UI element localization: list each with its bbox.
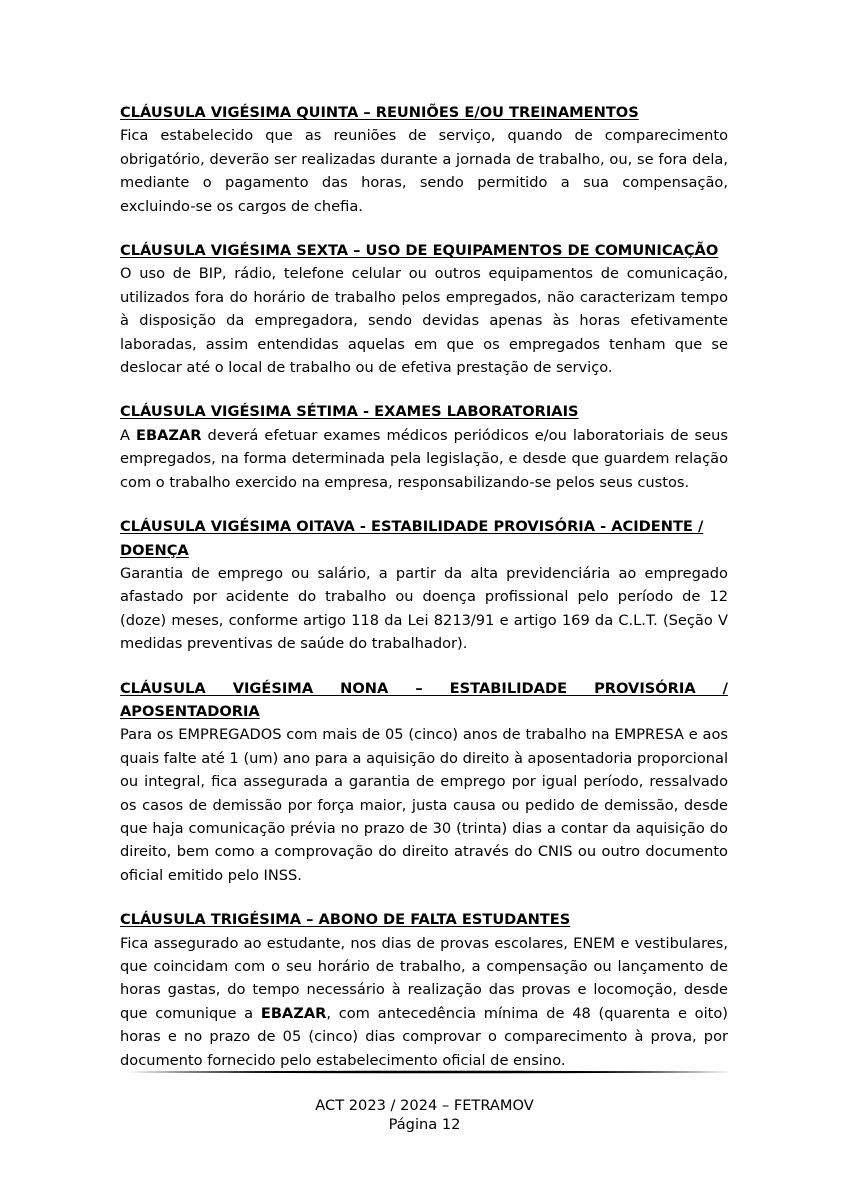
- clause-26: [120, 239, 728, 379]
- page-footer: [0, 1096, 849, 1134]
- clause-title: CLÁUSULA VIGÉSIMA SÉTIMA - EXAMES LABORATORIAIS: [120, 403, 579, 421]
- clause-27: [120, 400, 728, 494]
- clause-text: O uso de BIP, rádio, telefone celular ou outros equipamentos de comunicação, utilizados fora do horário de trabalho pelos empregados, não caracterizam tempo à disposição da empregadora, sendo devidas apenas às horas efetivamente laboradas, assim entendidas aquelas em que os empregados tenham que se deslocar até o local de trabalho ou de efetiva prestação de serviço.: [120, 265, 728, 377]
- footer-document-title: ACT 2023 / 2024 – FETRAMOV: [315, 1097, 534, 1114]
- clause-28: [120, 515, 728, 655]
- clause-29: [120, 677, 728, 888]
- clause-text: Garantia de emprego ou salário, a partir da alta previdenciária ao empregado afastado por acidente do trabalho ou doença profissional pelo período de 12 (doze) meses, conforme artigo 118 da Lei 8213/91 e artigo 169 da C.L.T. (Seção V medidas preventivas de saúde do trabalhador).: [120, 564, 728, 653]
- clause-title: CLÁUSULA VIGÉSIMA SEXTA – USO DE EQUIPAMENTOS DE COMUNICAÇÃO: [120, 242, 719, 260]
- clause-30: [120, 908, 728, 1072]
- clause-title-continued: APOSENTADORIA: [120, 702, 260, 720]
- clause-text: A EBAZAR deverá efetuar exames médicos periódicos e/ou laboratoriais de seus empregados, na forma determinada pela legislação, e desde que guardem relação com o trabalho exercido na empresa, responsabilizando-se pelos seus custos.: [120, 426, 728, 491]
- company-name: EBAZAR: [260, 1004, 327, 1022]
- company-name: EBAZAR: [136, 426, 202, 444]
- clause-title: CLÁUSULA TRIGÉSIMA – ABONO DE FALTA ESTUDANTES: [120, 911, 571, 929]
- clause-text: Fica assegurado ao estudante, nos dias de provas escolares, ENEM e vestibulares, que coincidam com o seu horário de trabalho, a compensação ou lançamento de horas gastas, do tempo necessário à realização das provas e locomoção, desde que comunique a EBAZAR, com antecedência mínima de 48 (quarenta e oito) horas e no prazo de 05 (cinco) dias comprovar o comparecimento à prova, por documento fornecido pelo estabelecimento oficial de ensino.: [120, 934, 728, 1069]
- page-number: Página 12: [388, 1116, 461, 1133]
- clause-25: [120, 101, 728, 218]
- clause-text: Para os EMPREGADOS com mais de 05 (cinco) anos de trabalho na EMPRESA e aos quais falte até 1 (um) ano para a aquisição do direito à aposentadoria proporcional ou integral, fica assegurada a garantia de emprego por igual período, ressalvado os casos de demissão por força maior, justa causa ou pedido de demissão, desde que haja comunicação prévia no prazo de 30 (trinta) dias a contar da aquisição do direito, bem como a comprovação do direito através do CNIS ou outro documento oficial emitido pelo INSS.: [120, 726, 728, 884]
- clause-title: CLÁUSULA VIGÉSIMA OITAVA - ESTABILIDADE PROVISÓRIA - ACIDENTE / DOENÇA: [120, 518, 704, 559]
- clause-title: CLÁUSULA VIGÉSIMA NONA – ESTABILIDADE PROVISÓRIA /: [120, 679, 728, 697]
- clause-text: Fica estabelecido que as reuniões de serviço, quando de comparecimento obrigatório, deverão ser realizadas durante a jornada de trabalho, ou, se fora dela, mediante o pagamento das horas, sendo permitido a sua compensação, excluindo-se os cargos de chefia.: [120, 127, 728, 215]
- footer-divider: [124, 1070, 732, 1074]
- document-body: [120, 101, 728, 1093]
- clause-title: CLÁUSULA VIGÉSIMA QUINTA – REUNIÕES E/OU TREINAMENTOS: [120, 104, 639, 121]
